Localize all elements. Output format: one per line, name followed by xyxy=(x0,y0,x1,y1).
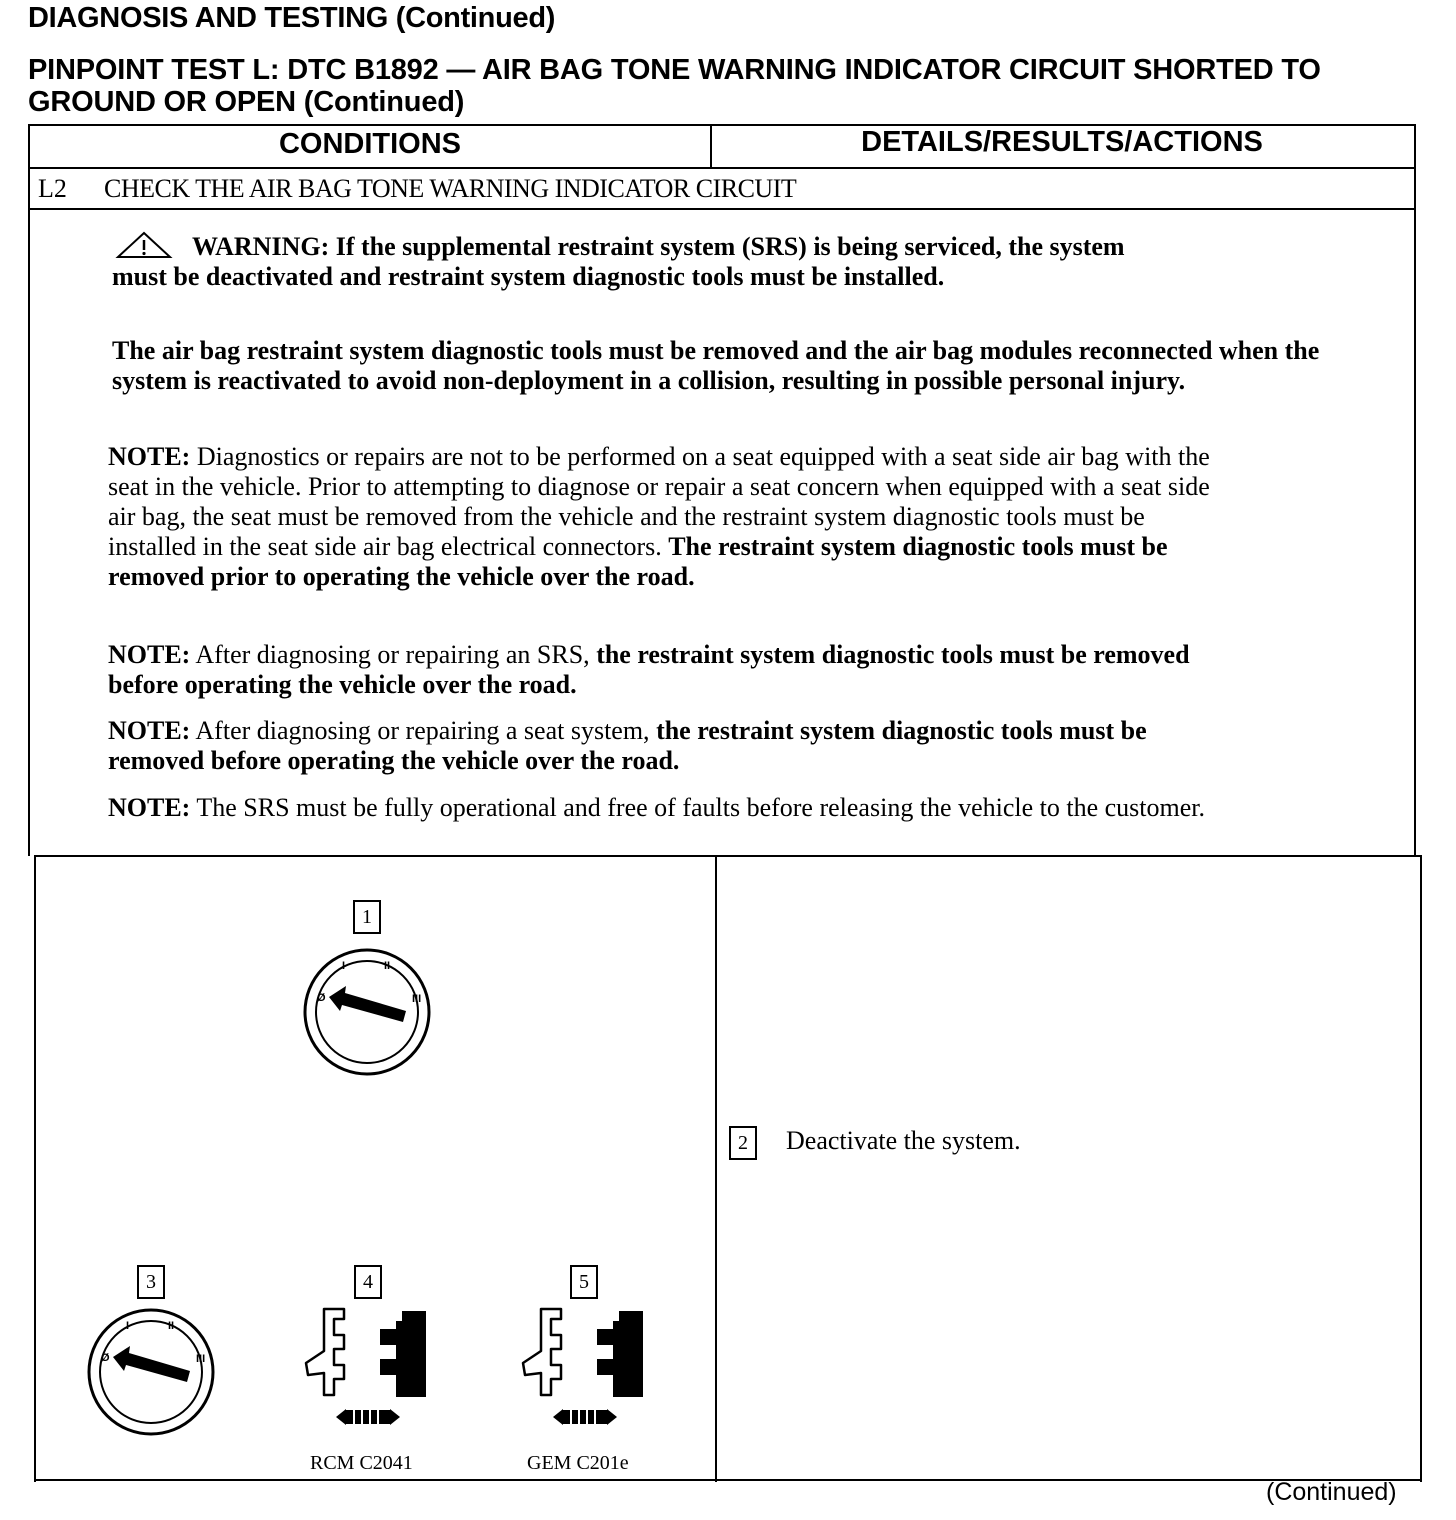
caption-gem-connector: GEM C201e xyxy=(527,1452,629,1474)
note-text: Diagnostics or repairs are not to be performed on a seat equipped with a seat side air bag with the seat in the vehicle. Prior to attempting to diagnose or repair a seat concern when equipped with a seat side air bag, the seat must be removed from the vehicle and the restraint system diagnostic tools must be installed in the seat side air bag electrical connectors. xyxy=(108,442,1210,561)
continued-footer: (Continued) xyxy=(1266,1478,1397,1506)
ignition-mark-acc: I xyxy=(342,960,346,972)
note-seat-system-repair xyxy=(108,716,1218,776)
pinpoint-test-title: PINPOINT TEST L: DTC B1892 — AIR BAG TONE WARNING INDICATOR CIRCUIT SHORTED TO GROUND OR OPEN (Continued) xyxy=(28,54,1321,118)
callout-4: 4 xyxy=(354,1265,382,1299)
warning-line-2: must be deactivated and restraint system diagnostic tools must be installed. xyxy=(112,262,945,291)
warning-triangle-icon xyxy=(110,230,178,262)
column-header-conditions: CONDITIONS xyxy=(278,128,462,160)
warning-paragraph-2: The air bag restraint system diagnostic tools must be removed and the air bag modules reconnected when the system is reactivated to avoid non-deployment in a collision, resulting in possible personal injury. xyxy=(112,336,1320,395)
note-label: NOTE: xyxy=(108,442,191,471)
warning-block xyxy=(112,232,1372,292)
note-label: NOTE: xyxy=(108,716,191,745)
callout-5: 5 xyxy=(570,1265,598,1299)
step-title: CHECK THE AIR BAG TONE WARNING INDICATOR CIRCUIT xyxy=(104,174,797,203)
note-emphasis: the restraint system diagnostic tools must be removed before operating the vehicle over the road. xyxy=(108,716,1147,775)
ignition-mark-off: Ø xyxy=(317,992,326,1004)
figure-border-left xyxy=(34,855,36,1482)
column-header-details: DETAILS/RESULTS/ACTIONS xyxy=(861,126,1263,158)
warning-line-1: WARNING: If the supplemental restraint system (SRS) is being serviced, the system xyxy=(192,232,1125,261)
action-deactivate-system: Deactivate the system. xyxy=(786,1126,1021,1155)
note-text: After diagnosing or repairing a seat system, xyxy=(190,716,657,745)
note-emphasis: the restraint system diagnostic tools must be removed before operating the vehicle over the road. xyxy=(108,640,1190,699)
table-border-right xyxy=(1414,124,1416,856)
note-seat-side-airbag xyxy=(108,442,1218,592)
page-title: DIAGNOSIS AND TESTING (Continued) xyxy=(28,2,556,34)
note-text: The SRS must be fully operational and free of faults before releasing the vehicle to the customer. xyxy=(190,793,1206,822)
connector-disconnect-icon xyxy=(300,1305,440,1435)
note-srs-operational xyxy=(108,793,1218,823)
step-row-divider xyxy=(28,208,1416,210)
callout-2: 2 xyxy=(729,1126,757,1160)
callout-1: 1 xyxy=(353,900,381,934)
ignition-mark-start: III xyxy=(196,1353,206,1365)
note-label: NOTE: xyxy=(108,640,191,669)
ignition-mark-run: II xyxy=(168,1320,175,1332)
note-srs-repair xyxy=(108,640,1218,700)
table-border-left xyxy=(28,124,30,856)
note-emphasis: The restraint system diagnostic tools must be removed prior to operating the vehicle over the road. xyxy=(108,532,1168,591)
callout-3: 3 xyxy=(137,1265,165,1299)
table-border-bottom xyxy=(34,1479,1422,1481)
connector-disconnect-icon-2 xyxy=(517,1305,657,1435)
ignition-switch-off-icon-2 xyxy=(84,1305,218,1439)
note-text: After diagnosing or repairing an SRS, xyxy=(190,640,597,669)
step-id: L2 xyxy=(38,174,67,203)
ignition-mark-acc: I xyxy=(126,1320,130,1332)
notes-row-divider xyxy=(34,855,1420,857)
caption-rcm-connector: RCM C2041 xyxy=(310,1452,413,1474)
ignition-mark-run: II xyxy=(384,960,391,972)
ignition-switch-off-icon xyxy=(300,945,434,1079)
note-label: NOTE: xyxy=(108,793,191,822)
header-row-divider xyxy=(28,167,1416,169)
figure-border-right xyxy=(1420,855,1422,1482)
figure-column-divider xyxy=(715,855,717,1482)
ignition-mark-start: III xyxy=(412,993,422,1005)
ignition-mark-off: Ø xyxy=(101,1352,110,1364)
